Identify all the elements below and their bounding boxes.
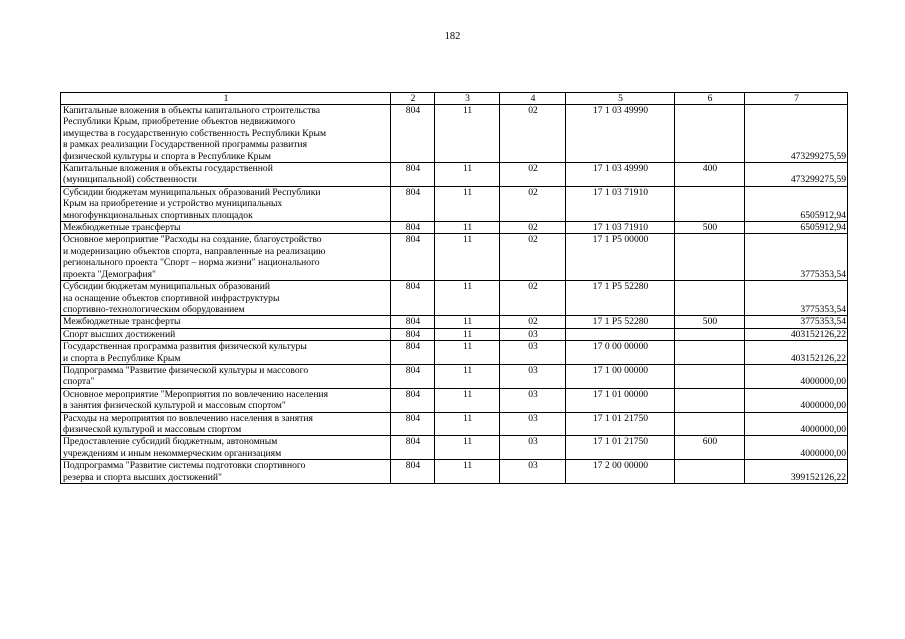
row-description bbox=[61, 364, 391, 388]
target-article-cell: 17 1 03 49990 bbox=[566, 105, 675, 163]
expense-type-cell bbox=[675, 328, 745, 340]
table-header-row bbox=[61, 93, 848, 105]
row-description-line: Спорт высших достижений bbox=[63, 328, 176, 340]
column-header: 1 bbox=[61, 93, 391, 105]
expense-type-cell bbox=[675, 412, 745, 436]
target-article-cell: 17 1 03 71910 bbox=[566, 222, 675, 234]
ministry-code-cell: 804 bbox=[391, 436, 435, 460]
row-description-line: Межбюджетные трансферты bbox=[63, 222, 181, 234]
column-header: 6 bbox=[675, 93, 745, 105]
table-row bbox=[61, 186, 848, 221]
table-row bbox=[61, 460, 848, 484]
row-description bbox=[61, 460, 391, 484]
table-row bbox=[61, 163, 848, 187]
table-row bbox=[61, 364, 848, 388]
row-description-line: резерва и спорта высших достижений" bbox=[63, 471, 222, 483]
row-description bbox=[61, 412, 391, 436]
budget-table bbox=[60, 92, 848, 484]
ministry-code-cell: 804 bbox=[391, 388, 435, 412]
subsection-code-cell: 03 bbox=[500, 364, 566, 388]
expense-type-cell bbox=[675, 105, 745, 163]
expense-type-cell bbox=[675, 388, 745, 412]
row-description-line: регионального проекта "Спорт – норма жизни" национального bbox=[63, 257, 320, 269]
expense-type-cell bbox=[675, 281, 745, 316]
row-description bbox=[61, 328, 391, 340]
target-article-cell bbox=[566, 328, 675, 340]
subsection-code-cell: 02 bbox=[500, 186, 566, 221]
target-article-cell: 17 1 01 00000 bbox=[566, 388, 675, 412]
table-body bbox=[61, 105, 848, 484]
subsection-code-cell: 02 bbox=[500, 281, 566, 316]
table-row bbox=[61, 316, 848, 328]
row-description-line: и спорта в Республике Крым bbox=[63, 352, 181, 364]
row-description bbox=[61, 436, 391, 460]
amount-cell: 6505912,94 bbox=[745, 222, 848, 234]
row-description bbox=[61, 186, 391, 221]
page-number: 182 bbox=[444, 31, 461, 42]
amount-cell: 4000000,00 bbox=[745, 388, 848, 412]
ministry-code-cell: 804 bbox=[391, 316, 435, 328]
column-header: 3 bbox=[435, 93, 500, 105]
expense-type-cell bbox=[675, 341, 745, 365]
subsection-code-cell: 03 bbox=[500, 436, 566, 460]
column-header: 2 bbox=[391, 93, 435, 105]
row-description-line: многофункциональных спортивных площадок bbox=[63, 209, 253, 221]
ministry-code-cell: 804 bbox=[391, 328, 435, 340]
subsection-code-cell: 02 bbox=[500, 316, 566, 328]
section-code-cell: 11 bbox=[435, 222, 500, 234]
row-description bbox=[61, 234, 391, 281]
table-row bbox=[61, 281, 848, 316]
subsection-code-cell: 03 bbox=[500, 412, 566, 436]
ministry-code-cell: 804 bbox=[391, 364, 435, 388]
row-description-line: Субсидии бюджетам муниципальных образований bbox=[63, 281, 271, 293]
amount-cell: 4000000,00 bbox=[745, 412, 848, 436]
ministry-code-cell: 804 bbox=[391, 412, 435, 436]
amount-cell: 3775353,54 bbox=[745, 316, 848, 328]
target-article-cell: 17 1 00 00000 bbox=[566, 364, 675, 388]
row-description-line: Межбюджетные трансферты bbox=[63, 316, 181, 328]
ministry-code-cell: 804 bbox=[391, 186, 435, 221]
row-description bbox=[61, 222, 391, 234]
subsection-code-cell: 03 bbox=[500, 341, 566, 365]
row-description-line: Субсидии бюджетам муниципальных образований Республики bbox=[63, 186, 321, 198]
expense-type-cell bbox=[675, 460, 745, 484]
table-row bbox=[61, 412, 848, 436]
target-article-cell: 17 0 00 00000 bbox=[566, 341, 675, 365]
row-description-line: Государственная программа развития физической культуры bbox=[63, 341, 307, 353]
target-article-cell: 17 1 01 21750 bbox=[566, 412, 675, 436]
amount-cell: 6505912,94 bbox=[745, 186, 848, 221]
section-code-cell: 11 bbox=[435, 328, 500, 340]
row-description-line: проекта "Демография" bbox=[63, 268, 156, 280]
table-row bbox=[61, 341, 848, 365]
ministry-code-cell: 804 bbox=[391, 105, 435, 163]
expense-type-cell: 500 bbox=[675, 222, 745, 234]
table-row bbox=[61, 105, 848, 163]
amount-cell: 3775353,54 bbox=[745, 281, 848, 316]
ministry-code-cell: 804 bbox=[391, 234, 435, 281]
section-code-cell: 11 bbox=[435, 234, 500, 281]
amount-cell: 3775353,54 bbox=[745, 234, 848, 281]
row-description bbox=[61, 163, 391, 187]
target-article-cell: 17 1 P5 52280 bbox=[566, 316, 675, 328]
section-code-cell: 11 bbox=[435, 186, 500, 221]
row-description-line: Основное мероприятие "Расходы на создание, благоустройство bbox=[63, 234, 322, 246]
target-article-cell: 17 1 P5 52280 bbox=[566, 281, 675, 316]
ministry-code-cell: 804 bbox=[391, 460, 435, 484]
table-row bbox=[61, 234, 848, 281]
row-description-line: Крым на приобретение и устройство муниципальных bbox=[63, 198, 283, 210]
section-code-cell: 11 bbox=[435, 316, 500, 328]
column-header: 5 bbox=[566, 93, 675, 105]
row-description-line: в занятия физической культурой и массовым спортом" bbox=[63, 400, 286, 412]
column-header: 4 bbox=[500, 93, 566, 105]
target-article-cell: 17 1 03 49990 bbox=[566, 163, 675, 187]
expense-type-cell bbox=[675, 186, 745, 221]
subsection-code-cell: 02 bbox=[500, 222, 566, 234]
amount-cell: 4000000,00 bbox=[745, 364, 848, 388]
table-row bbox=[61, 222, 848, 234]
table-row bbox=[61, 388, 848, 412]
column-header: 7 bbox=[745, 93, 848, 105]
subsection-code-cell: 02 bbox=[500, 234, 566, 281]
ministry-code-cell: 804 bbox=[391, 341, 435, 365]
ministry-code-cell: 804 bbox=[391, 222, 435, 234]
amount-cell: 4000000,00 bbox=[745, 436, 848, 460]
subsection-code-cell: 02 bbox=[500, 163, 566, 187]
row-description bbox=[61, 341, 391, 365]
section-code-cell: 11 bbox=[435, 163, 500, 187]
row-description-line: физической культуры и спорта в Республике Крым bbox=[63, 150, 271, 162]
amount-cell: 473299275,59 bbox=[745, 163, 848, 187]
expense-type-cell: 400 bbox=[675, 163, 745, 187]
row-description-line: Подпрограмма "Развитие системы подготовки спортивного bbox=[63, 460, 306, 472]
table-row bbox=[61, 436, 848, 460]
amount-cell: 399152126,22 bbox=[745, 460, 848, 484]
amount-cell: 473299275,59 bbox=[745, 105, 848, 163]
expense-type-cell: 500 bbox=[675, 316, 745, 328]
row-description-line: Капитальные вложения в объекты капитального строительства bbox=[63, 105, 321, 116]
row-description-line: Предоставление субсидий бюджетным, автономным bbox=[63, 436, 278, 448]
section-code-cell: 11 bbox=[435, 460, 500, 484]
row-description-line: на оснащение объектов спортивной инфраструктуры bbox=[63, 292, 280, 304]
row-description-line: спорта" bbox=[63, 376, 95, 388]
row-description-line: физической культурой и массовым спортом bbox=[63, 423, 242, 435]
row-description-line: имущества в государственную собственность Республики Крым bbox=[63, 127, 327, 139]
target-article-cell: 17 2 00 00000 bbox=[566, 460, 675, 484]
target-article-cell: 17 1 03 71910 bbox=[566, 186, 675, 221]
expense-type-cell bbox=[675, 364, 745, 388]
subsection-code-cell: 03 bbox=[500, 328, 566, 340]
amount-cell: 403152126,22 bbox=[745, 341, 848, 365]
section-code-cell: 11 bbox=[435, 281, 500, 316]
target-article-cell: 17 1 01 21750 bbox=[566, 436, 675, 460]
table-row bbox=[61, 328, 848, 340]
section-code-cell: 11 bbox=[435, 412, 500, 436]
row-description-line: Капитальные вложения в объекты государственной bbox=[63, 163, 273, 175]
row-description-line: Подпрограмма "Развитие физической культуры и массового bbox=[63, 364, 309, 376]
subsection-code-cell: 02 bbox=[500, 105, 566, 163]
subsection-code-cell: 03 bbox=[500, 388, 566, 412]
section-code-cell: 11 bbox=[435, 388, 500, 412]
row-description bbox=[61, 281, 391, 316]
expense-type-cell bbox=[675, 234, 745, 281]
expense-type-cell: 600 bbox=[675, 436, 745, 460]
row-description-line: и модернизацию объектов спорта, направленные на реализацию bbox=[63, 245, 326, 257]
amount-cell: 403152126,22 bbox=[745, 328, 848, 340]
row-description bbox=[61, 316, 391, 328]
section-code-cell: 11 bbox=[435, 105, 500, 163]
row-description-line: спортивно-технологическим оборудованием bbox=[63, 303, 245, 315]
target-article-cell: 17 1 P5 00000 bbox=[566, 234, 675, 281]
ministry-code-cell: 804 bbox=[391, 163, 435, 187]
row-description bbox=[61, 388, 391, 412]
section-code-cell: 11 bbox=[435, 341, 500, 365]
row-description-line: Расходы на мероприятия по вовлечению населения в занятия bbox=[63, 412, 313, 424]
row-description-line: Основное мероприятие "Мероприятия по вовлечению населения bbox=[63, 388, 328, 400]
ministry-code-cell: 804 bbox=[391, 281, 435, 316]
row-description-line: в рамках реализации Государственной программы развития bbox=[63, 139, 308, 151]
row-description-line: (муниципальной) собственности bbox=[63, 174, 197, 186]
row-description-line: Республики Крым, приобретение объектов недвижимого bbox=[63, 116, 296, 128]
subsection-code-cell: 03 bbox=[500, 460, 566, 484]
row-description bbox=[61, 105, 391, 163]
row-description-line: учреждениям и иным некоммерческим организациям bbox=[63, 447, 282, 459]
section-code-cell: 11 bbox=[435, 436, 500, 460]
section-code-cell: 11 bbox=[435, 364, 500, 388]
